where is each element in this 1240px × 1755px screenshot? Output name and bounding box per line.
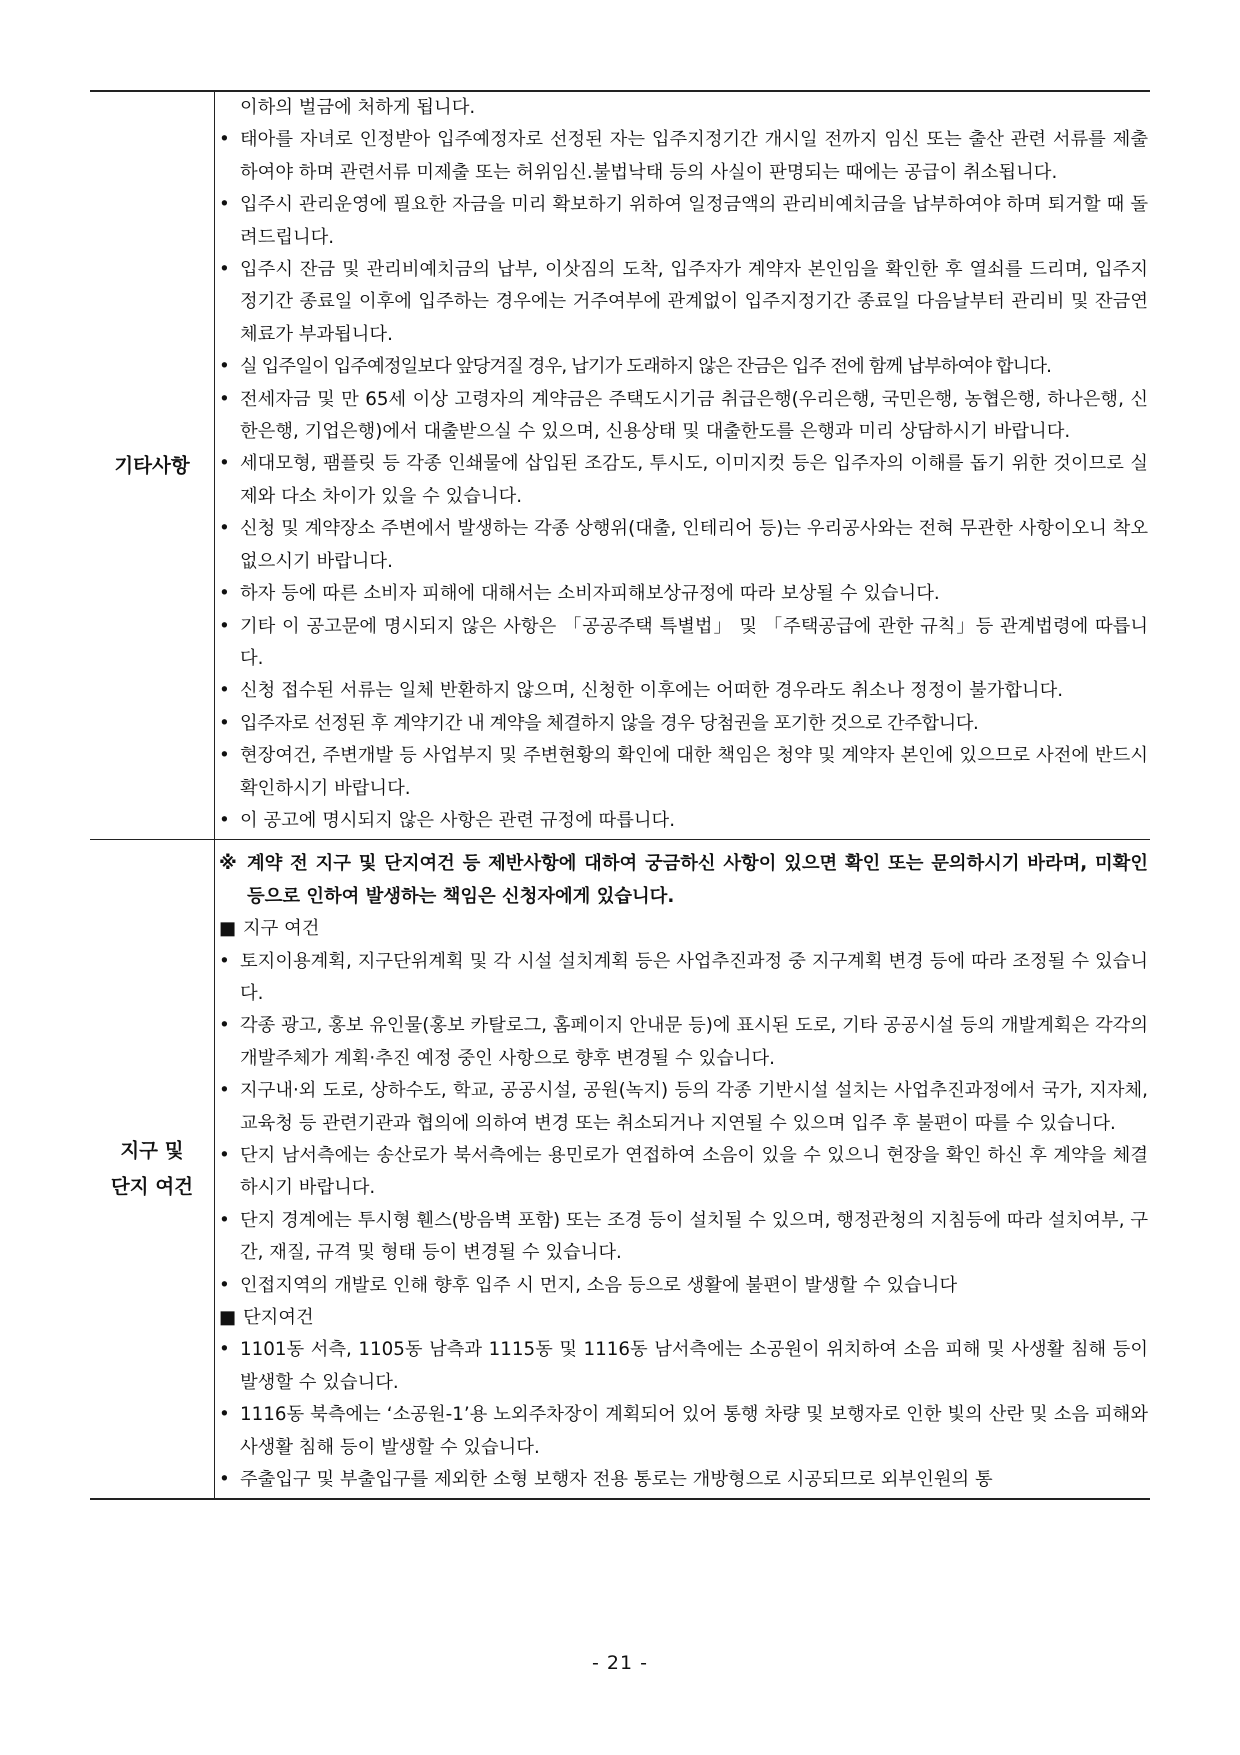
- bullet-icon: •: [219, 388, 230, 410]
- bullet-icon: •: [219, 745, 230, 767]
- bullet-icon: •: [219, 950, 230, 972]
- list-item: • 인접지역의 개발로 인해 향후 입주 시 먼지, 소음 등으로 생활에 불편이 발생할 수 있습니다: [219, 1270, 1148, 1302]
- bullet-icon: •: [219, 1469, 230, 1491]
- list-item: • 세대모형, 팸플릿 등 각종 인쇄물에 삽입된 조감도, 투시도, 이미지컷 등은 입주자의 이해를 돕기 위한 것이므로 실제와 다소 차이가 있을 수 있습니다.: [219, 448, 1148, 513]
- label-line-2: 단지 여건: [110, 1175, 194, 1199]
- bullet-icon: •: [219, 259, 230, 281]
- section-other-matters: [90, 91, 1150, 840]
- list-item: • 이 공고에 명시되지 않은 사항은 관련 규정에 따릅니다.: [219, 805, 1148, 837]
- bullet-icon: •: [219, 615, 230, 637]
- list-item: • 신청 및 계약장소 주변에서 발생하는 각종 상행위(대출, 인테리어 등)는 우리공사와는 전혀 무관한 사항이오니 착오 없으시기 바랍니다.: [219, 513, 1148, 578]
- list-item: • 지구내·외 도로, 상하수도, 학교, 공공시설, 공원(녹지) 등의 각종 기반시설 설치는 사업추진과정에서 국가, 지자체, 교육청 등 관련기관과 협의에 의하여 변경 또는 취소되거나 지연될 수 있으며 입주 후 불편이 따를 수 있습니다.: [219, 1075, 1148, 1140]
- other-matters-content: [215, 91, 1151, 840]
- list-item: • 신청 접수된 서류는 일체 반환하지 않으며, 신청한 이후에는 어떠한 경우라도 취소나 정정이 불가합니다.: [219, 675, 1148, 707]
- list-item: • 입주시 잔금 및 관리비예치금의 납부, 이삿짐의 도착, 입주자가 계약자 본인임을 확인한 후 열쇠를 드리며, 입주지정기간 종료일 이후에 입주하는 경우에는 거주여부에 관계없이 입주지정기간 종료일 다음날부터 관리비 및 잔금연체료가 부과됩니다.: [219, 254, 1148, 351]
- bullet-icon: •: [219, 583, 230, 605]
- bullet-icon: •: [219, 129, 230, 151]
- list-item: • 실 입주일이 입주예정일보다 앞당겨질 경우, 납기가 도래하지 않은 잔금은 입주 전에 함께 납부하여야 합니다.: [219, 351, 1148, 383]
- row-label-other-matters: 기타사항: [90, 91, 215, 840]
- bullet-icon: •: [219, 1145, 230, 1166]
- list-item: • 1101동 서측, 1105동 남측과 1115동 및 1116동 남서측에는 소공원이 위치하여 소음 피해 및 사생활 침해 등이 발생할 수 있습니다.: [219, 1334, 1148, 1399]
- page-number: - 21 -: [592, 1652, 648, 1674]
- bullet-icon: •: [219, 194, 230, 216]
- bullet-icon: •: [219, 680, 230, 702]
- bullet-icon: •: [219, 1015, 230, 1037]
- list-item: • 입주자로 선정된 후 계약기간 내 계약을 체결하지 않을 경우 당첨권을 포기한 것으로 간주합니다.: [219, 708, 1148, 740]
- square-bullet-icon: ■: [219, 918, 237, 940]
- district-conditions-content: [215, 840, 1151, 1500]
- list-item: • 주출입구 및 부출입구를 제외한 소형 보행자 전용 통로는 개방형으로 시공되므로 외부인원의 통: [219, 1464, 1148, 1496]
- bullet-icon: •: [219, 712, 230, 734]
- list-item: • 전세자금 및 만 65세 이상 고령자의 계약금은 주택도시기금 취급은행(우리은행, 국민은행, 농협은행, 하나은행, 신한은행, 기업은행)에서 대출받으실 수 있으며, 신용상태 및 대출한도를 은행과 미리 상담하시기 바랍니다.: [219, 384, 1148, 449]
- list-item: • 태아를 자녀로 인정받아 입주예정자로 선정된 자는 입주지정기간 개시일 전까지 임신 또는 출산 관련 서류를 제출하여야 하며 관련서류 미제출 또는 허위임신.불법낙태 등의 사실이 판명되는 때에는 공급이 취소됩니다.: [219, 124, 1148, 189]
- section-district-conditions: [90, 840, 1150, 1500]
- list-item: • 토지이용계획, 지구단위계획 및 각 시설 설치계획 등은 사업추진과정 중 지구계획 변경 등에 따라 조정될 수 있습니다.: [219, 946, 1148, 1011]
- list-item: • 단지 경계에는 투시형 휀스(방음벽 포함) 또는 조경 등이 설치될 수 있으며, 행정관청의 지침등에 따라 설치여부, 구간, 재질, 규격 및 형태 등이 변경될 수 있습니다.: [219, 1205, 1148, 1270]
- notice-table: [90, 90, 1150, 1500]
- bullet-icon: •: [219, 356, 229, 378]
- list-item: • 1116동 북측에는 ‘소공원-1’용 노외주차장이 계획되어 있어 통행 차량 및 보행자로 인한 빛의 산란 및 소음 피해와 사생활 침해 등이 발생할 수 있습니다.: [219, 1399, 1148, 1464]
- bullet-icon: •: [219, 1080, 230, 1102]
- list-item: • 각종 광고, 홍보 유인물(홍보 카탈로그, 홈페이지 안내문 등)에 표시된 도로, 기타 공공시설 등의 개발계획은 각각의 개발주체가 계획·추진 예정 중인 사항으로 향후 변경될 수 있습니다.: [219, 1010, 1148, 1075]
- continued-line: 이하의 벌금에 처하게 됩니다.: [240, 97, 476, 118]
- notice-statement: ※ 계약 전 지구 및 단지여건 등 제반사항에 대하여 궁금하신 사항이 있으면 확인 또는 문의하시기 바라며, 미확인 등으로 인하여 발생하는 책임은 신청자에게 있습니다.: [219, 848, 1148, 913]
- bullet-icon: •: [219, 453, 230, 475]
- list-item: • 단지 남서측에는 송산로가 북서측에는 용민로가 연접하여 소음이 있을 수 있으니 현장을 확인 하신 후 계약을 체결하시기 바랍니다.: [219, 1140, 1148, 1205]
- square-bullet-icon: ■: [219, 1307, 237, 1329]
- list-item: • 기타 이 공고문에 명시되지 않은 사항은 「공공주택 특별법」 및 「주택공급에 관한 규칙」등 관계법령에 따릅니다.: [219, 611, 1148, 676]
- label-line-1: 지구 및: [120, 1139, 184, 1163]
- row-label-district-conditions: [90, 840, 215, 1500]
- complex-heading: ■ 단지여건: [219, 1302, 1148, 1334]
- bullet-icon: •: [219, 1404, 230, 1426]
- list-item: • 하자 등에 따른 소비자 피해에 대해서는 소비자피해보상규정에 따라 보상될 수 있습니다.: [219, 578, 1148, 610]
- bullet-icon: •: [219, 809, 230, 831]
- list-item: • 입주시 관리운영에 필요한 자금을 미리 확보하기 위하여 일정금액의 관리비예치금을 납부하여야 하며 퇴거할 때 돌려드립니다.: [219, 189, 1148, 254]
- list-item: • 현장여건, 주변개발 등 사업부지 및 주변현황의 확인에 대한 책임은 청약 및 계약자 본인에 있으므로 사전에 반드시 확인하시기 바랍니다.: [219, 740, 1148, 805]
- bullet-icon: •: [219, 518, 230, 540]
- bullet-icon: •: [219, 1274, 230, 1296]
- reference-mark-icon: ※: [219, 853, 237, 875]
- district-heading: ■ 지구 여건: [219, 913, 1148, 945]
- bullet-icon: •: [219, 1339, 230, 1361]
- bullet-icon: •: [219, 1209, 230, 1231]
